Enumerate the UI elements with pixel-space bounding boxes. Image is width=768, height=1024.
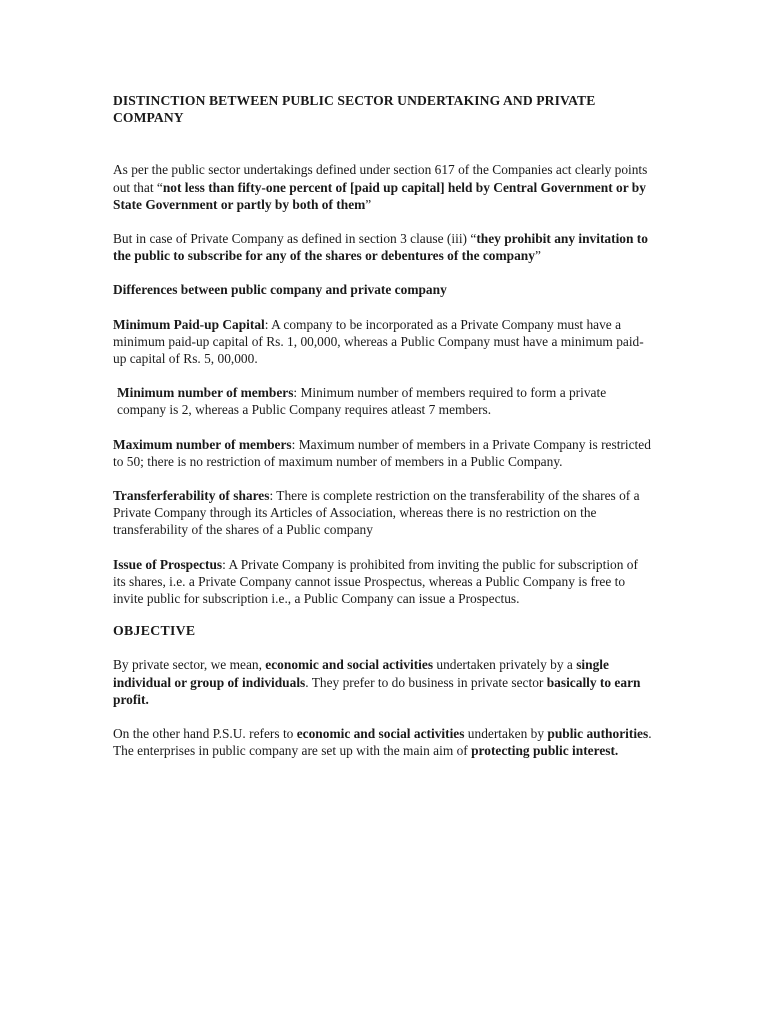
- objective-bold-text: basically to earn profit.: [113, 674, 641, 707]
- psu-paragraph: [113, 725, 653, 759]
- difference-text: : Maximum number of members in a Private Company is restricted to 50; there is no restriction of maximum number of members in a Public Company.: [113, 436, 651, 469]
- private-definition-paragraph: [113, 230, 653, 264]
- difference-item: [113, 487, 653, 539]
- difference-item: [113, 436, 653, 470]
- psu-bold-text: public authorities: [547, 726, 649, 742]
- psu-bold-text: protecting public interest.: [471, 743, 619, 759]
- objective-text: undertaken privately by a: [433, 657, 577, 673]
- difference-term: Minimum Paid-up Capital: [113, 316, 265, 332]
- difference-text: : A Private Company is prohibited from inviting the public for subscription of its shares, i.e. a Private Company cannot issue Prospectus, whereas a Public Company is free to invite public for subscription i.e., a Public Company can issue a Prospectus.: [113, 556, 638, 607]
- psu-text: . The enterprises in public company are set up with the main aim of: [113, 726, 652, 759]
- document-title: DISTINCTION BETWEEN PUBLIC SECTOR UNDERTAKING AND PRIVATE COMPANY: [113, 93, 596, 126]
- psu-text: undertaken by: [464, 726, 548, 742]
- private-def-bold-text: they prohibit any invitation to the public to subscribe for any of the shares or debentures of the company: [113, 231, 648, 264]
- intro-bold-text: not less than fifty-one percent of [paid up capital] held by Central Government or by State Government or partly by both of them: [113, 179, 646, 212]
- difference-item: [113, 556, 653, 608]
- psu-bold-text: economic and social activities: [296, 726, 465, 742]
- document-page: [113, 92, 653, 759]
- objective-paragraph: [113, 656, 653, 708]
- private-def-text: But in case of Private Company as defined in section 3 clause (iii) “: [113, 231, 477, 247]
- difference-term: Transferferability of shares: [113, 488, 270, 504]
- private-def-close-quote: ”: [534, 248, 541, 264]
- objective-bold-text: single individual or group of individuals: [113, 657, 609, 690]
- difference-text: : There is complete restriction on the transferability of the shares of a Private Company through its Articles of Association, whereas there is no restriction on the transferability of the shares of a Public company: [113, 488, 640, 538]
- differences-heading: Differences between public company and private company: [113, 282, 447, 298]
- psu-text: On the other hand P.S.U. refers to: [113, 726, 297, 742]
- difference-term: Minimum number of members: [117, 385, 294, 401]
- objective-heading: OBJECTIVE: [113, 623, 196, 639]
- difference-item: [113, 316, 653, 368]
- difference-text: : Minimum number of members required to form a private company is 2, whereas a Public Company requires atleast 7 members.: [117, 385, 607, 418]
- objective-text: By private sector, we mean,: [113, 657, 266, 673]
- objective-text: . They prefer to do business in private sector: [305, 674, 547, 690]
- intro-text: As per the public sector undertakings defined under section 617 of the Companies act clearly points out that “: [113, 162, 648, 195]
- objective-bold-text: economic and social activities: [265, 657, 434, 673]
- intro-paragraph: [113, 161, 653, 213]
- difference-term: Maximum number of members: [113, 436, 292, 452]
- difference-text: : A company to be incorporated as a Private Company must have a minimum paid-up capital of Rs. 1, 00,000, whereas a Public Company must have a minimum paid-up capital of Rs. 5, 00,000.: [113, 316, 644, 367]
- difference-term: Issue of Prospectus: [113, 556, 223, 572]
- difference-item: [113, 384, 653, 418]
- intro-close-quote: ”: [365, 196, 372, 212]
